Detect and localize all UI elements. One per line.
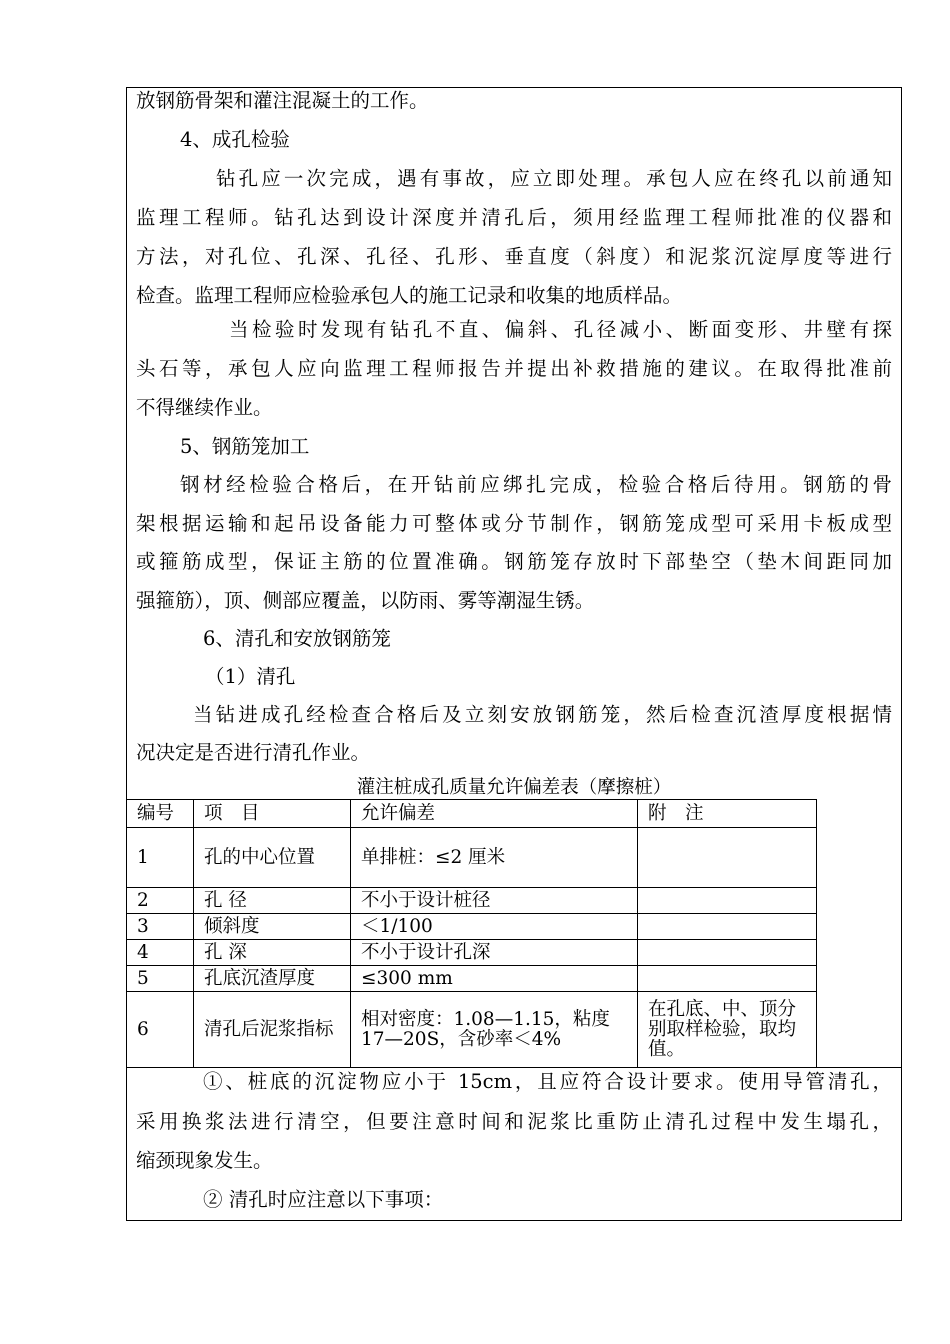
- section-4-para1-line: 监理工程师。钻孔达到设计深度并清孔后，须用经监理工程师批准的仪器和: [136, 206, 892, 229]
- table-row: [127, 914, 817, 940]
- table-header-cell: 附 注: [638, 800, 817, 828]
- table-row: [127, 966, 817, 992]
- section-4-para1-line: 检查。监理工程师应检验承包人的施工记录和收集的地质样品。: [136, 284, 683, 307]
- row-number: 1: [127, 828, 194, 888]
- section-4-para1-line: 方法，对孔位、孔深、孔径、孔形、垂直度（斜度）和泥浆沉淀厚度等进行: [136, 245, 892, 268]
- row-tolerance: ＜1/100: [351, 914, 638, 940]
- row-note: [638, 914, 817, 940]
- row-note: [638, 940, 817, 966]
- row-number: 3: [127, 914, 194, 940]
- deviation-table: [126, 799, 817, 1068]
- note-1-line: 缩颈现象发生。: [136, 1149, 273, 1172]
- section-6-sub1-heading: （1）清孔: [205, 665, 296, 688]
- row-note: [638, 828, 817, 888]
- row-item: 孔底沉渣厚度: [194, 966, 351, 992]
- table-caption: 灌注桩成孔质量允许偏差表（摩擦桩）: [356, 777, 672, 798]
- section-5-para-line: 或箍筋成型，保证主筋的位置准确。钢筋笼存放时下部垫空（垫木间距同加: [136, 550, 892, 573]
- row-tolerance: ≤300 mm: [351, 966, 638, 992]
- table-bottom-divider: [126, 1067, 902, 1068]
- row-tolerance: 不小于设计孔深: [351, 940, 638, 966]
- section-4-para1-line: 钻孔应一次完成，遇有事故，应立即处理。承包人应在终孔以前通知: [216, 167, 892, 190]
- section-5-para-line: 钢材经检验合格后，在开钻前应绑扎完成，检验合格后待用。钢筋的骨: [180, 473, 892, 496]
- note-2-line: ② 清孔时应注意以下事项：: [203, 1188, 444, 1211]
- row-note: 在孔底、中、顶分别取样检验，取均值。: [638, 992, 817, 1068]
- section-4-para2-line: 头石等，承包人应向监理工程师报告并提出补救措施的建议。在取得批准前: [136, 357, 892, 380]
- row-item: 孔 径: [194, 888, 351, 914]
- section-6-para-line: 况决定是否进行清孔作业。: [136, 741, 371, 764]
- table-row: [127, 992, 817, 1068]
- row-number: 5: [127, 966, 194, 992]
- paragraph-line: 放钢筋骨架和灌注混凝土的工作。: [136, 89, 429, 112]
- table-row: [127, 940, 817, 966]
- section-6-heading: 6、清孔和安放钢筋笼: [203, 627, 391, 650]
- row-tolerance: 单排桩：≤2 厘米: [351, 828, 638, 888]
- table-header-cell: 项 目: [194, 800, 351, 828]
- section-5-heading: 5、钢筋笼加工: [180, 435, 310, 458]
- row-note: [638, 888, 817, 914]
- note-1-line: ①、桩底的沉淀物应小于 15cm，且应符合设计要求。使用导管清孔，: [203, 1070, 892, 1093]
- section-4-para2-line: 不得继续作业。: [136, 396, 273, 419]
- row-item: 倾斜度: [194, 914, 351, 940]
- table-header-row: [127, 800, 817, 828]
- row-item: 孔 深: [194, 940, 351, 966]
- note-1-line: 采用换浆法进行清空，但要注意时间和泥浆比重防止清孔过程中发生塌孔，: [136, 1110, 892, 1133]
- row-item: 孔的中心位置: [194, 828, 351, 888]
- row-note: [638, 966, 817, 992]
- section-5-para-line: 架根据运输和起吊设备能力可整体或分节制作，钢筋笼成型可采用卡板成型: [136, 512, 892, 535]
- row-tolerance: 不小于设计桩径: [351, 888, 638, 914]
- table-header-cell: 编号: [127, 800, 194, 828]
- section-4-para2-line: 当检验时发现有钻孔不直、偏斜、孔径减小、断面变形、井壁有探: [229, 318, 892, 341]
- row-item: 清孔后泥浆指标: [194, 992, 351, 1068]
- row-tolerance: 相对密度：1.08—1.15，粘度 17—20S，含砂率＜4%: [351, 992, 638, 1068]
- table-header-cell: 允许偏差: [351, 800, 638, 828]
- section-5-para-line: 强箍筋），顶、侧部应覆盖，以防雨、雾等潮湿生锈。: [136, 589, 595, 612]
- table-row: [127, 828, 817, 888]
- row-number: 2: [127, 888, 194, 914]
- table-row: [127, 888, 817, 914]
- section-4-heading: 4、成孔检验: [180, 128, 290, 151]
- section-6-para-line: 当钻进成孔经检查合格后及立刻安放钢筋笼，然后检查沉渣厚度根据情: [193, 703, 892, 726]
- row-number: 6: [127, 992, 194, 1068]
- row-number: 4: [127, 940, 194, 966]
